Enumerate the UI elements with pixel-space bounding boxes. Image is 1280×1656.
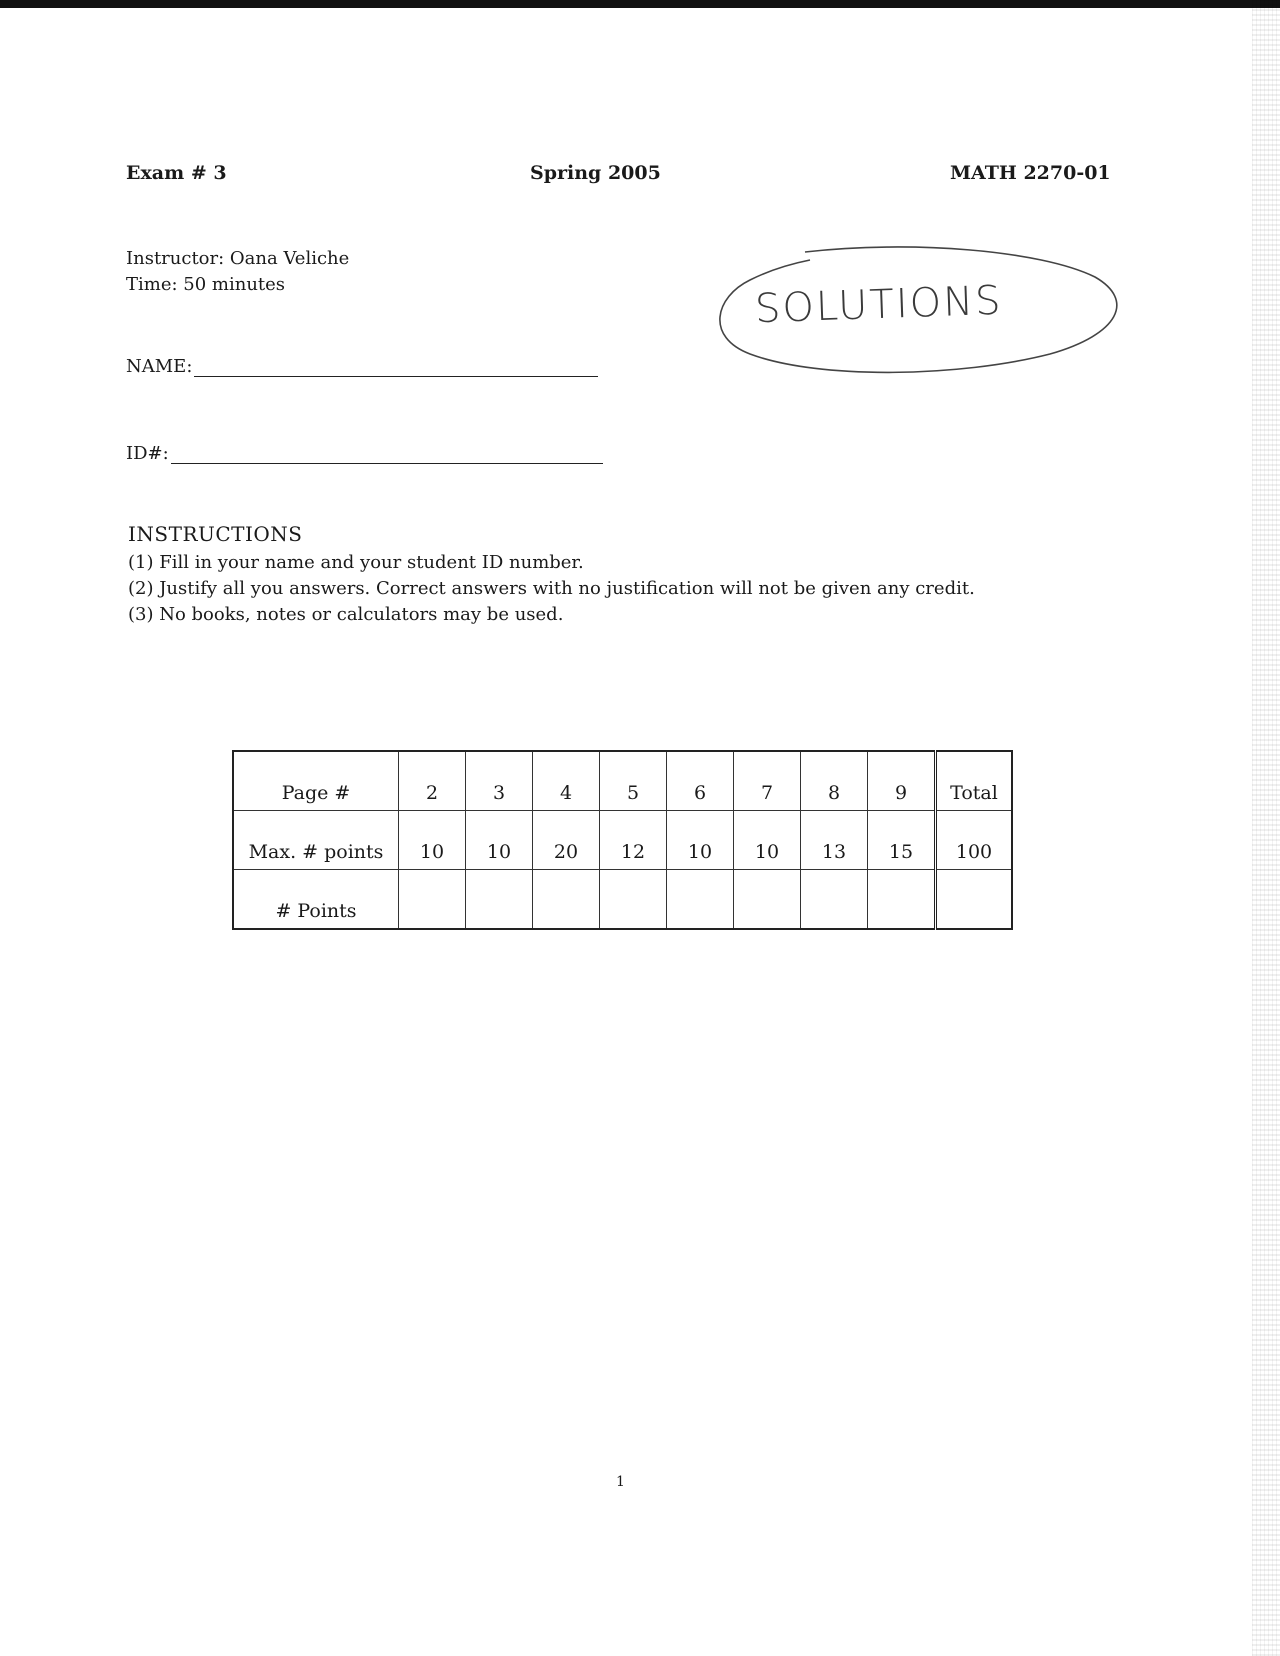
page-cell: 6: [667, 751, 734, 811]
points-total-cell[interactable]: [936, 870, 1013, 930]
table-row-points: [233, 870, 1012, 930]
max-points-total-cell: 100: [936, 811, 1013, 870]
points-cell[interactable]: [600, 870, 667, 930]
instruction-item: (2) Justify all you answers. Correct answers with no justification will not be given any credit.: [128, 578, 975, 599]
points-cell[interactable]: [801, 870, 868, 930]
max-points-cell: 10: [734, 811, 801, 870]
instruction-item: (1) Fill in your name and your student ID number.: [128, 552, 584, 573]
max-points-cell: 10: [466, 811, 533, 870]
max-points-cell: 10: [667, 811, 734, 870]
points-cell[interactable]: [466, 870, 533, 930]
scan-top-edge: [0, 0, 1280, 8]
scan-right-edge: [1252, 0, 1280, 1656]
page-cell: 2: [399, 751, 466, 811]
total-header-cell: Total: [936, 751, 1013, 811]
id-label: ID#:: [126, 443, 169, 464]
row-label: # Points: [233, 870, 399, 930]
page-cell: 4: [533, 751, 600, 811]
row-label: Max. # points: [233, 811, 399, 870]
course-code: MATH 2270-01: [950, 162, 1111, 184]
score-table: [232, 750, 1013, 930]
max-points-cell: 12: [600, 811, 667, 870]
page-cell: 3: [466, 751, 533, 811]
name-field[interactable]: [126, 356, 598, 377]
table-row-pages: [233, 751, 1012, 811]
page-cell: 5: [600, 751, 667, 811]
instructor-line: Instructor: Oana Veliche: [126, 248, 350, 269]
exam-number: Exam # 3: [126, 162, 227, 184]
points-cell[interactable]: [533, 870, 600, 930]
page-cell: 8: [801, 751, 868, 811]
max-points-cell: 20: [533, 811, 600, 870]
time-line: Time: 50 minutes: [126, 274, 286, 295]
page-number: 1: [616, 1474, 625, 1490]
page-cell: 9: [868, 751, 936, 811]
instruction-item: (3) No books, notes or calculators may be used.: [128, 604, 564, 625]
solutions-mark: SOLUTIONS: [754, 277, 1004, 333]
id-blank[interactable]: [171, 462, 603, 464]
max-points-cell: 10: [399, 811, 466, 870]
page-cell: 7: [734, 751, 801, 811]
name-blank[interactable]: [194, 375, 598, 377]
row-label: Page #: [233, 751, 399, 811]
table-row-max-points: [233, 811, 1012, 870]
instructions-title: INSTRUCTIONS: [128, 522, 303, 546]
points-cell[interactable]: [734, 870, 801, 930]
instructions-list: [128, 550, 975, 628]
points-cell[interactable]: [399, 870, 466, 930]
max-points-cell: 13: [801, 811, 868, 870]
points-cell[interactable]: [667, 870, 734, 930]
max-points-cell: 15: [868, 811, 936, 870]
points-cell[interactable]: [868, 870, 936, 930]
exam-term: Spring 2005: [530, 162, 661, 184]
id-field[interactable]: [126, 443, 603, 464]
name-label: NAME:: [126, 356, 193, 377]
